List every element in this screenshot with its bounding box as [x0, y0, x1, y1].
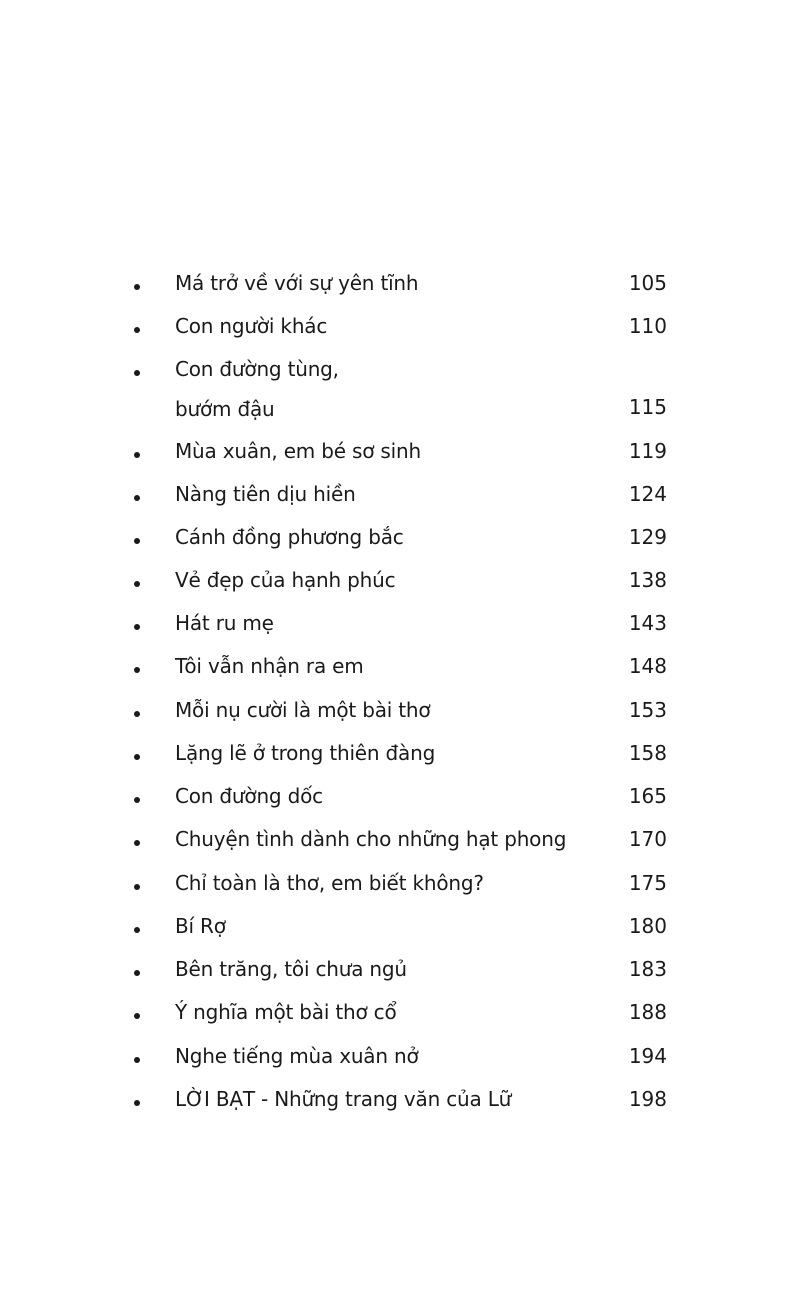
toc-entry[interactable]: [0, 999, 800, 1029]
toc-entry[interactable]: [0, 783, 800, 813]
entry-title: [175, 356, 339, 436]
entry-page-number: 105: [628, 271, 667, 295]
toc-entry[interactable]: [0, 356, 800, 426]
bullet-icon: [134, 370, 140, 376]
bullet-icon: [134, 884, 140, 890]
entry-page-number: 138: [628, 568, 667, 592]
toc-entry[interactable]: [0, 567, 800, 597]
bullet-icon: [134, 1100, 140, 1106]
toc-entry[interactable]: [0, 1086, 800, 1116]
entry-title: Chỉ toàn là thơ, em biết không?: [175, 871, 484, 895]
bullet-icon: [134, 284, 140, 290]
bullet-icon: [134, 327, 140, 333]
entry-title: Lặng lẽ ở trong thiên đàng: [175, 741, 436, 765]
entry-title: Mỗi nụ cười là một bài thơ: [175, 698, 431, 722]
entry-title: Hát ru mẹ: [175, 611, 274, 635]
toc-entry[interactable]: [0, 610, 800, 640]
toc-entry[interactable]: [0, 870, 800, 900]
entry-page-number: 124: [628, 482, 667, 506]
bullet-icon: [134, 452, 140, 458]
bullet-icon: [134, 970, 140, 976]
entry-page-number: 175: [628, 871, 667, 895]
entry-title: Tôi vẫn nhận ra em: [175, 654, 364, 678]
entry-page-number: 153: [628, 698, 667, 722]
bullet-icon: [134, 927, 140, 933]
entry-page-number: 129: [628, 525, 667, 549]
toc-entry[interactable]: [0, 1043, 800, 1073]
entry-page-number: 183: [628, 957, 667, 981]
entry-page-number: 198: [628, 1087, 667, 1111]
entry-title: Ý nghĩa một bài thơ cổ: [175, 1000, 397, 1024]
entry-page-number: 148: [628, 654, 667, 678]
bullet-icon: [134, 1057, 140, 1063]
entry-title: Chuyện tình dành cho những hạt phong: [175, 827, 567, 851]
bullet-icon: [134, 538, 140, 544]
entry-title-line: bướm đậu: [175, 397, 275, 421]
toc-entry[interactable]: [0, 481, 800, 511]
entry-page-number: 158: [628, 741, 667, 765]
bullet-icon: [134, 754, 140, 760]
entry-title: Vẻ đẹp của hạnh phúc: [175, 568, 396, 592]
entry-title: Bí Rợ: [175, 914, 226, 938]
bullet-icon: [134, 624, 140, 630]
entry-title: Con đường dốc: [175, 784, 323, 808]
bullet-icon: [134, 797, 140, 803]
entry-page-number: 119: [628, 439, 667, 463]
entry-title: Cánh đồng phương bắc: [175, 525, 404, 549]
entry-page-number: 165: [628, 784, 667, 808]
toc-entry[interactable]: [0, 826, 800, 856]
toc-entry[interactable]: [0, 524, 800, 554]
bullet-icon: [134, 711, 140, 717]
bullet-icon: [134, 1013, 140, 1019]
entry-title: Con người khác: [175, 314, 328, 338]
bullet-icon: [134, 495, 140, 501]
entry-page-number: 143: [628, 611, 667, 635]
toc-entry[interactable]: [0, 313, 800, 343]
toc-entry[interactable]: [0, 913, 800, 943]
entry-page-number: 180: [628, 914, 667, 938]
toc-entry[interactable]: [0, 653, 800, 683]
entry-title: Nàng tiên dịu hiền: [175, 482, 356, 506]
entry-title: Má trở về với sự yên tĩnh: [175, 271, 419, 295]
toc-entry[interactable]: [0, 438, 800, 468]
entry-title-line: Con đường tùng,: [175, 357, 339, 381]
toc-entry[interactable]: [0, 956, 800, 986]
entry-page-number: 115: [628, 395, 667, 419]
entry-title: Bên trăng, tôi chưa ngủ: [175, 957, 407, 981]
toc-entry[interactable]: [0, 740, 800, 770]
bullet-icon: [134, 581, 140, 587]
entry-title: LỜI BẠT - Những trang văn của Lữ: [175, 1087, 512, 1111]
entry-page-number: 170: [628, 827, 667, 851]
entry-title: Mùa xuân, em bé sơ sinh: [175, 439, 421, 463]
entry-page-number: 110: [628, 314, 667, 338]
bullet-icon: [134, 667, 140, 673]
entry-page-number: 188: [628, 1000, 667, 1024]
entry-page-number: 194: [628, 1044, 667, 1068]
bullet-icon: [134, 840, 140, 846]
toc-entry[interactable]: [0, 697, 800, 727]
entry-title: Nghe tiếng mùa xuân nở: [175, 1044, 419, 1068]
toc-entry[interactable]: [0, 270, 800, 300]
